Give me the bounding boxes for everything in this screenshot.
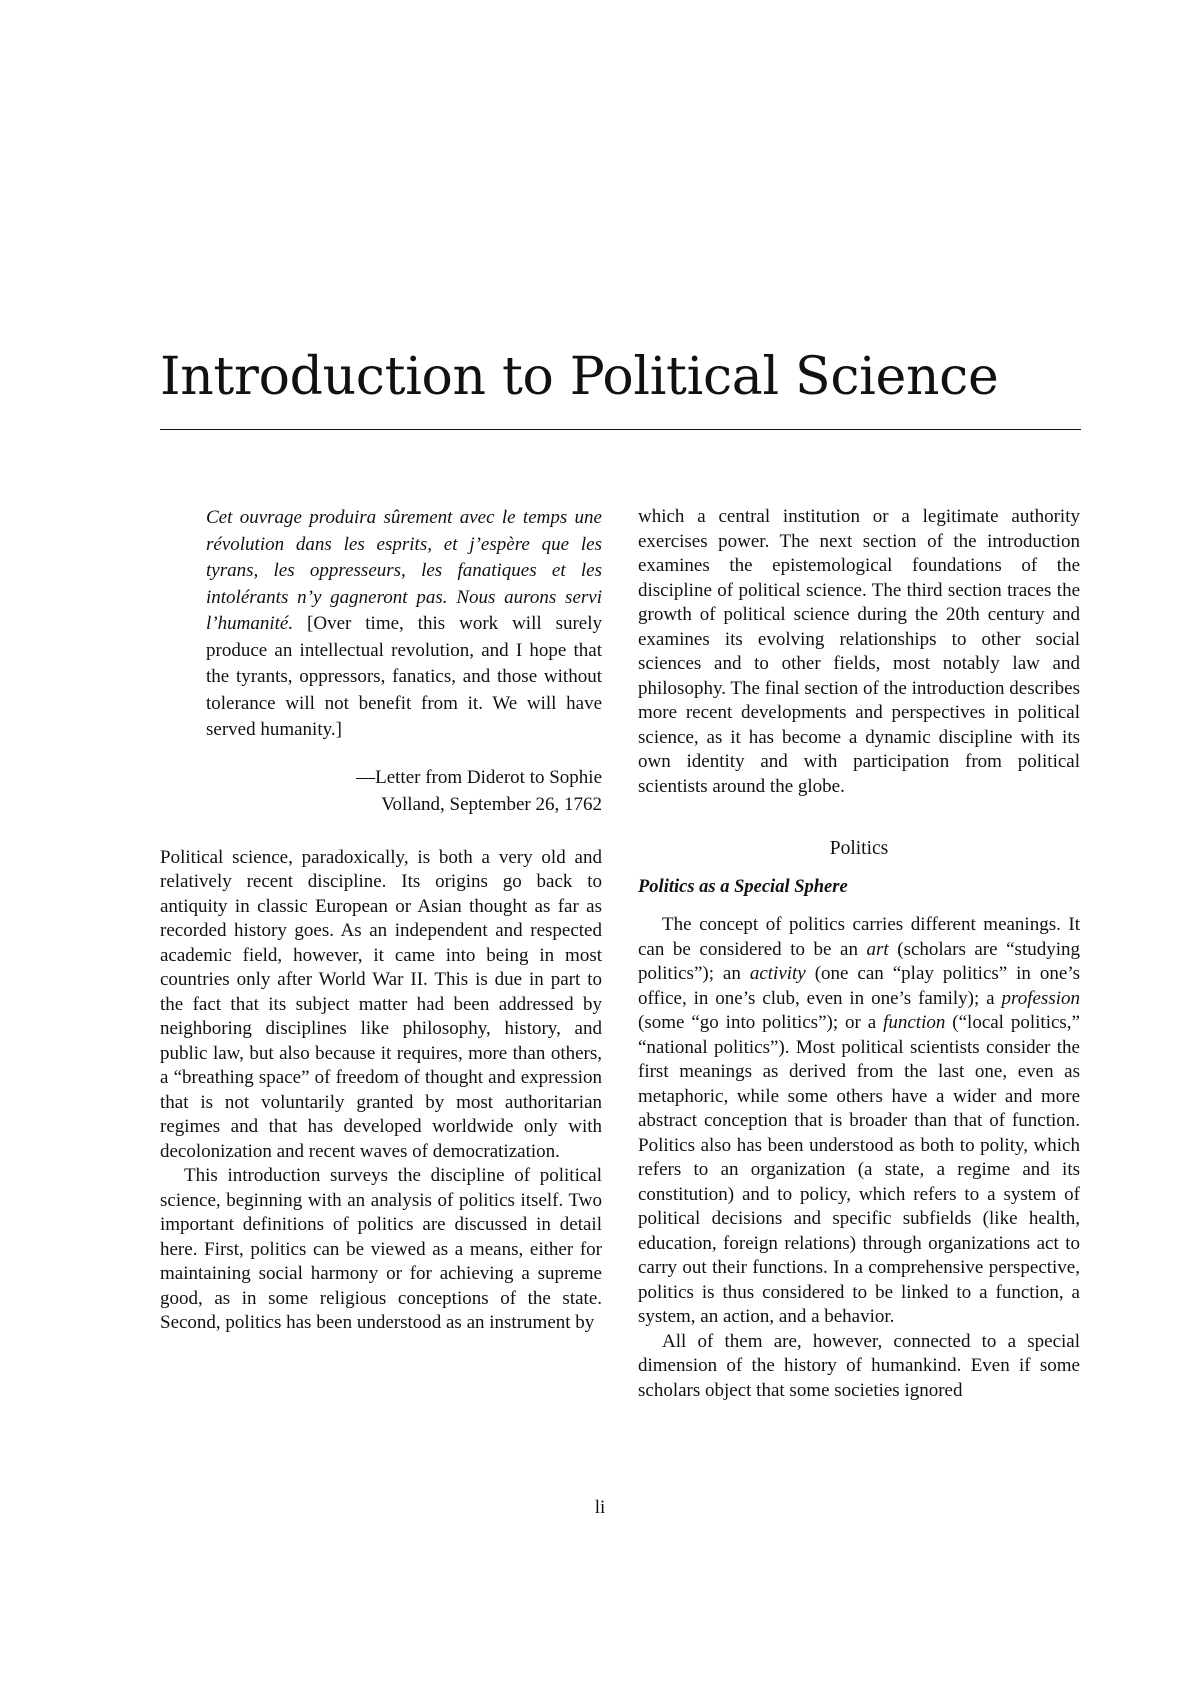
epigraph-translation: [Over time, this work will surely produce an intellectual revolution, and I hope that the tyrants, oppressors, fanatics, and those without tolerance will not benefit from it. We will have served humanity.]	[206, 613, 602, 740]
text-run: The concept of politics carries different meanings. It can be considered to be an	[638, 914, 1080, 960]
page-number: li	[594, 1497, 606, 1518]
body-paragraph-3	[638, 913, 1080, 1330]
text-run: (one can “play politics” in one’s office, in one’s club, even in one’s family); a	[638, 963, 1080, 1009]
text-run: (“local politics,” “national politics”). Most political scientists consider the first meanings as derived from the last one, even as metaphoric, while some others have a wider and more abstract conception that is broader than that of function. Politics also has been understood as both to polity, which refers to an organization (a state, a regime and its constitution) and to policy, which refers to a system of political decisions and specific subfields (like health, education, foreign relations) through organizations act to carry out their functions. In a comprehensive perspective, politics is thus considered to be linked to a function, a system, an action, and a behavior.	[638, 1012, 1080, 1327]
left-column	[160, 505, 602, 1336]
epigraph	[206, 505, 602, 744]
attribution-line-2: Volland, September 26, 1762	[381, 793, 602, 815]
emphasis-activity: activity	[749, 963, 806, 984]
text-run: (some “go into politics”); or a	[638, 1012, 884, 1033]
emphasis-profession: profession	[1001, 987, 1080, 1009]
epigraph-french: Cet ouvrage produira sûrement avec le temps une révolution dans les esprits, et j’espère que les tyrans, les oppresseurs, les fanatiques et les intolérants n’y gagneront pas. Nous aurons servi l’humanité.	[206, 507, 602, 634]
body-paragraph-continuation: which a central institution or a legitimate authority exercises power. The next section of the introduction examines the epistemological foundations of the discipline of political science. The third section traces the growth of political science during the 20th century and examines its evolving relationships to other social sciences and to other fields, most notably law and philosophy. The final section of the introduction describes more recent developments and perspectives in political science, as it has become a dynamic discipline with its own identity and with participation from political scientists around the globe.	[638, 506, 1080, 797]
epigraph-attribution	[160, 764, 602, 818]
section-heading: Politics	[829, 838, 889, 859]
right-column	[638, 505, 1080, 1403]
body-paragraph-4: All of them are, however, connected to a special dimension of the history of humankind. Even if some scholars object that some societies ignored	[638, 1330, 1080, 1401]
subsection-heading: Politics as a Special Sphere	[638, 877, 848, 897]
body-paragraph-2: This introduction surveys the discipline of political science, beginning with an analysis of politics itself. Two important definitions of politics are discussed in detail here. First, politics can be viewed as a means, either for maintaining social harmony or for achieving a supreme good, as in some religious conceptions of the state. Second, politics has been understood as an instrument by	[160, 1165, 602, 1333]
attribution-line-1: —Letter from Diderot to Sophie	[356, 766, 602, 788]
page-title: Introduction to Political Science	[160, 347, 999, 407]
body-paragraph-1: Political science, paradoxically, is both a very old and relatively recent discipline. Its origins go back to antiquity in classic European or Asian thought as far as recorded history goes. As an independent and respected academic field, however, it came into being in most countries only after World War II. This is due in part to the fact that its subject matter had been addressed by neighboring disciplines like philosophy, history, and public law, but also because it requires, more than others, a “breathing space” of freedom of thought and expression that is not voluntarily granted by most authoritarian regimes and that has developed worldwide only with decolonization and recent waves of democratization.	[160, 846, 602, 1162]
emphasis-art: art	[866, 938, 889, 960]
emphasis-function: function	[883, 1012, 946, 1033]
title-rule	[160, 429, 1081, 430]
text-run: (scholars are “studying politics”); an	[638, 938, 1080, 984]
